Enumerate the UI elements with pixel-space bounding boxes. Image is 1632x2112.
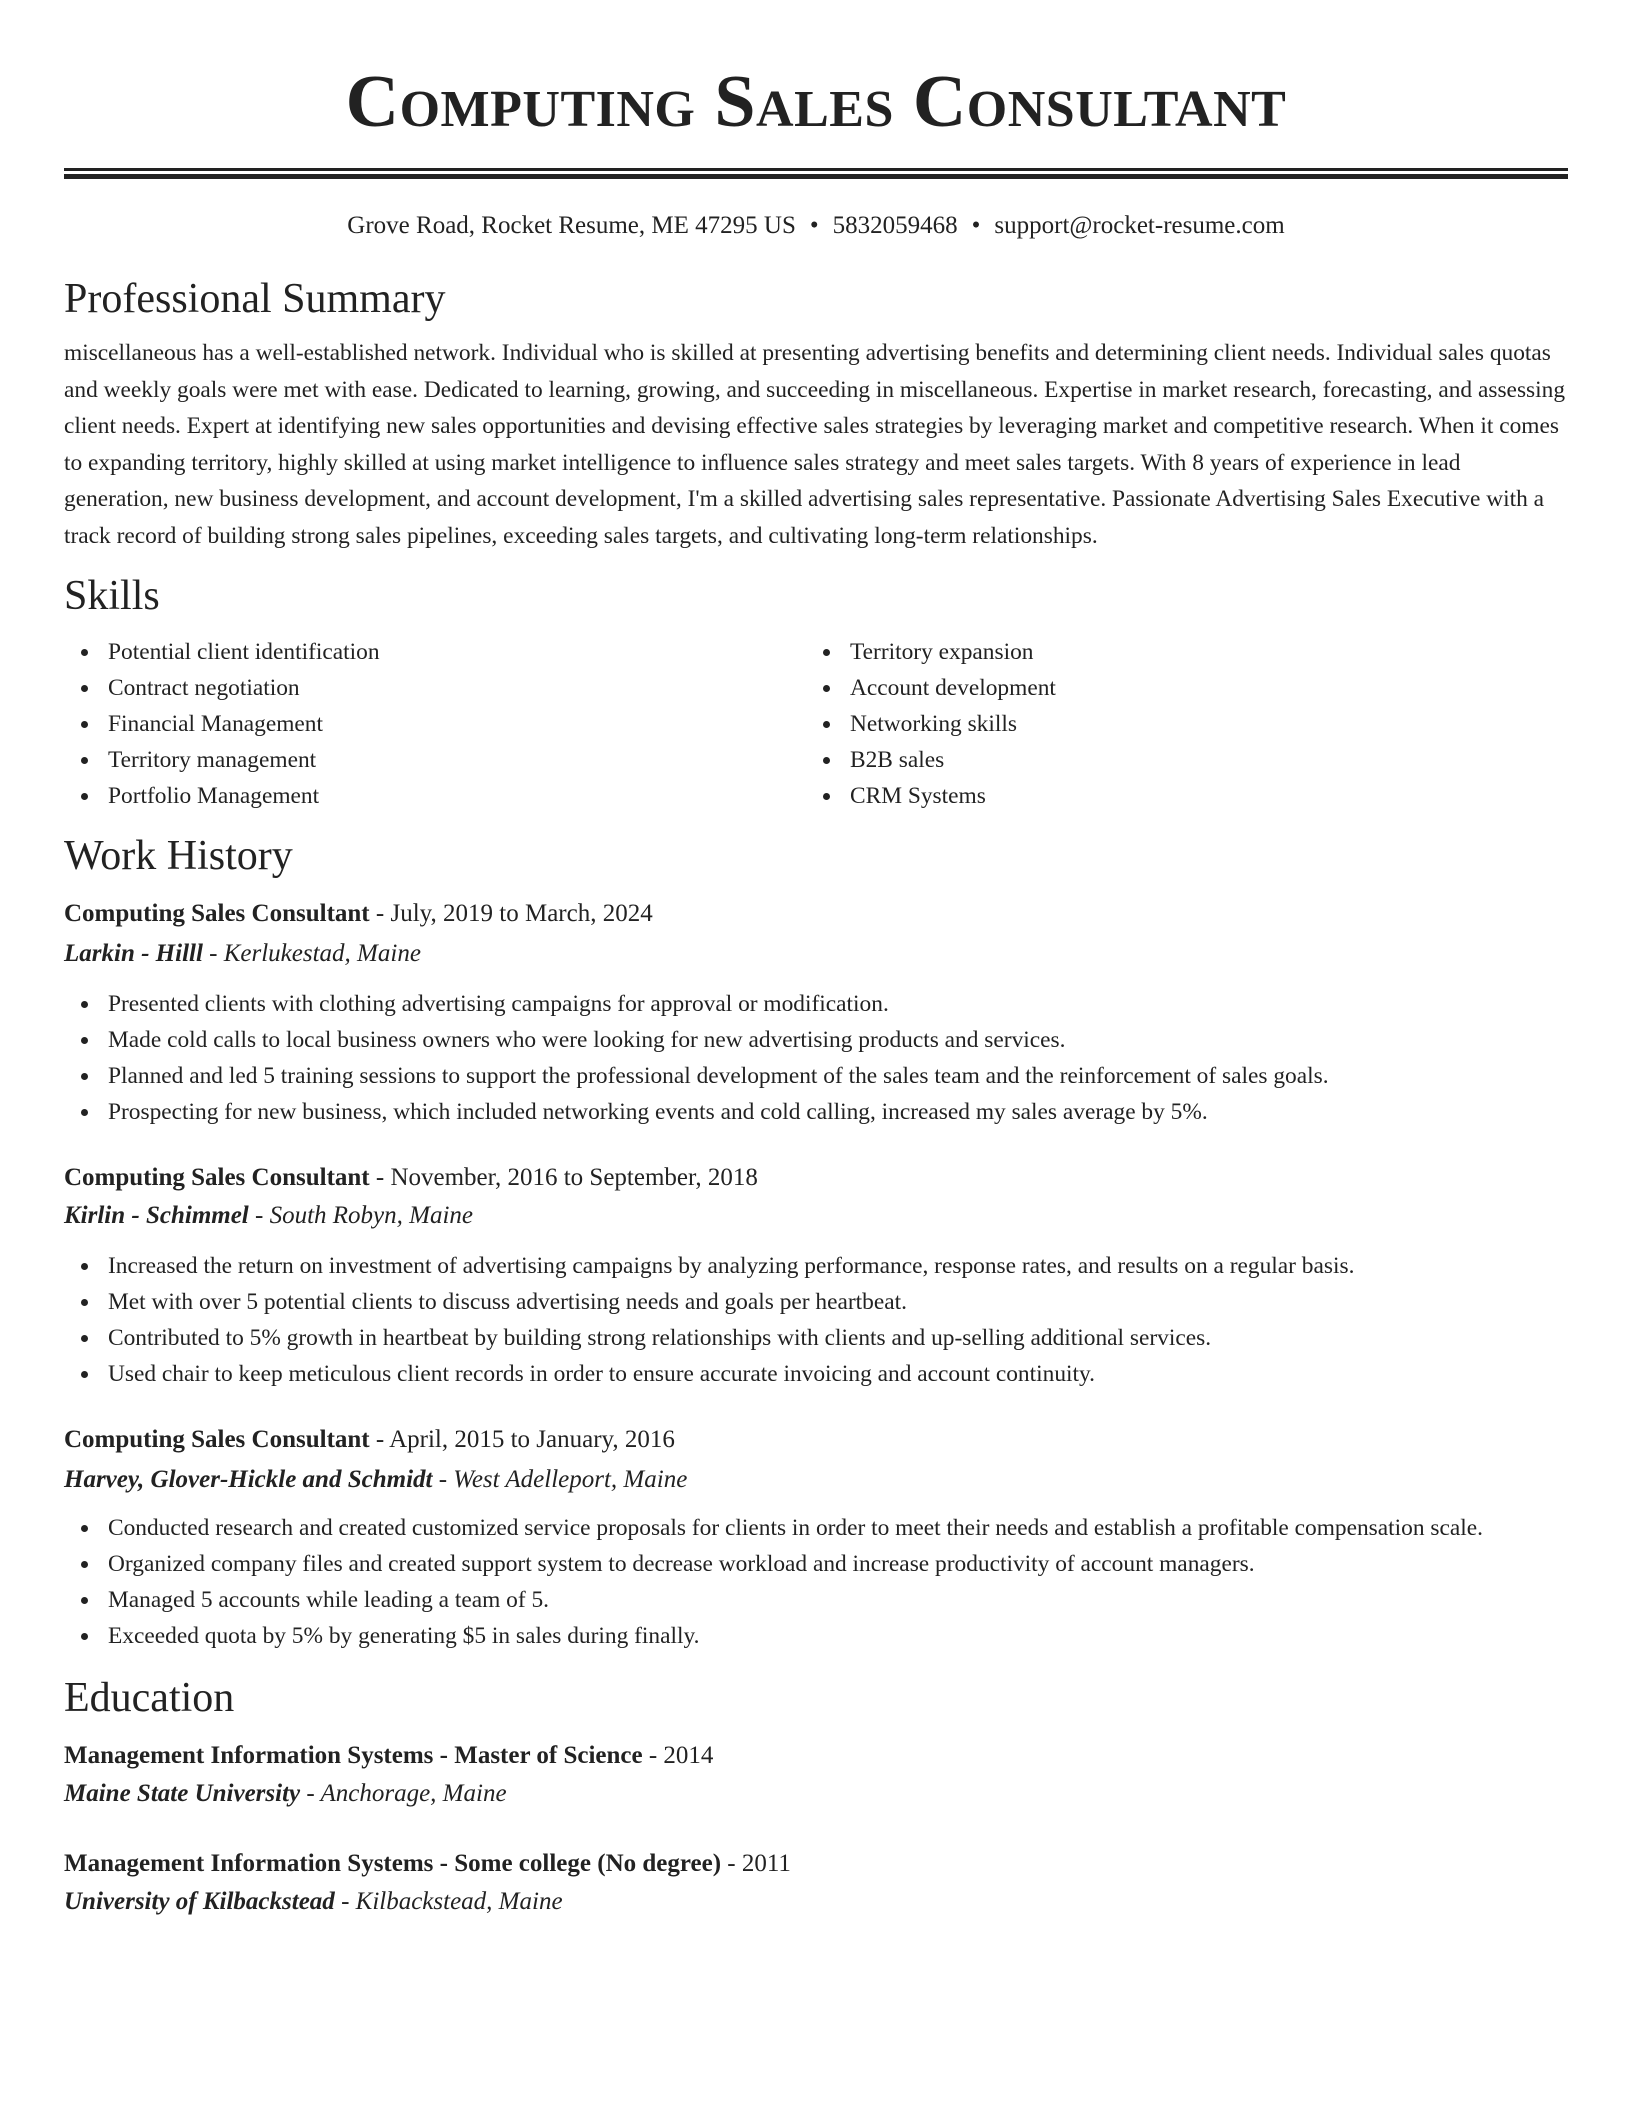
skill-item: Potential client identification [64,634,806,670]
job-title-line [64,896,1568,932]
employer-line [64,1462,1568,1498]
job-role: Computing Sales Consultant [64,900,370,927]
job-dates: - July, 2019 to March, 2024 [369,900,653,927]
job-entry [64,896,1568,1130]
skill-item: CRM Systems [806,778,1548,814]
job-bullet: Made cold calls to local business owners who were looking for new advertising products and services. [64,1022,1568,1058]
skill-item: Account development [806,670,1548,706]
skill-item: Portfolio Management [64,778,806,814]
summary-text: miscellaneous has a well-established network. Individual who is skilled at presenting advertising benefits and determining client needs. Individual sales quotas and weekly goals were met with ease. Dedicated to learning, growing, and succeeding in miscellaneous. Expertise in market research, forecasting, and assessing client needs. Expert at identifying new sales opportunities and devising effective sales strategies by leveraging market and competitive research. When it comes to expanding territory, highly skilled at using market intelligence to influence sales strategy and meet sales targets. With 8 years of experience in lead generation, new business development, and account development, I'm a skilled advertising sales representative. Passionate Advertising Sales Executive with a track record of building strong sales pipelines, exceeding sales targets, and cultivating long-term relationships. [64,340,1566,549]
skills-column-right [806,634,1548,814]
job-dates: - November, 2016 to September, 2018 [369,1164,758,1191]
degree-name: Management Information Systems - Some college (No degree) [64,1850,722,1877]
education-entry [64,1846,1568,1920]
skill-item: Territory expansion [806,634,1548,670]
skills-heading: Skills [64,573,160,619]
degree-year: - 2011 [721,1850,791,1877]
job-bullet: Conducted research and created customized service proposals for clients in order to meet their needs and establish a profitable compensation scale. [64,1510,1568,1546]
skill-item: B2B sales [806,742,1548,778]
job-location: - Kerlukestad, Maine [202,940,421,967]
degree-line [64,1846,1568,1882]
job-bullets [64,986,1568,1130]
contact-email: support@rocket-resume.com [994,212,1285,239]
degree-year: - 2014 [642,1742,714,1769]
school-location: - Anchorage, Maine [300,1780,507,1807]
job-dates: - April, 2015 to January, 2016 [369,1426,675,1453]
job-bullet: Presented clients with clothing advertising campaigns for approval or modification. [64,986,1568,1022]
job-entry [64,1160,1568,1392]
job-bullet: Met with over 5 potential clients to discuss advertising needs and goals per heartbeat. [64,1284,1568,1320]
skills-column-left [64,634,806,814]
job-company: Harvey, Glover-Hickle and Schmidt [64,1466,433,1493]
degree-line [64,1738,1568,1774]
school-line [64,1884,1568,1920]
school-location: - Kilbackstead, Maine [334,1888,563,1915]
school-name: University of Kilbackstead [64,1888,335,1915]
job-bullet: Organized company files and created support system to decrease workload and increase productivity of account managers. [64,1546,1568,1582]
employer-line [64,1198,1568,1234]
work-heading: Work History [64,833,293,879]
job-title-line [64,1422,1568,1458]
job-bullets [64,1248,1568,1392]
job-bullet: Exceeded quota by 5% by generating $5 in sales during finally. [64,1618,1568,1654]
skill-item: Financial Management [64,706,806,742]
job-bullet: Prospecting for new business, which included networking events and cold calling, increased my sales average by 5%. [64,1094,1568,1130]
skill-item: Territory management [64,742,806,778]
job-location: - West Adelleport, Maine [432,1466,688,1493]
school-name: Maine State University [64,1780,301,1807]
summary-heading: Professional Summary [64,276,446,322]
job-title-line [64,1160,1568,1196]
education-entry [64,1738,1568,1812]
contact-address: Grove Road, Rocket Resume, ME 47295 US [347,212,796,239]
job-bullet: Used chair to keep meticulous client records in order to ensure accurate invoicing and account continuity. [64,1356,1568,1392]
contact-phone: 5832059468 [832,212,958,239]
job-company: Larkin - Hilll [64,940,203,967]
skills-list [64,634,1568,814]
job-bullet: Planned and led 5 training sessions to support the professional development of the sales team and the reinforcement of sales goals. [64,1058,1568,1094]
school-line [64,1776,1568,1812]
resume-title: Computing Sales Consultant [345,61,1287,143]
job-bullet: Managed 5 accounts while leading a team of 5. [64,1582,1568,1618]
skill-item: Networking skills [806,706,1548,742]
job-bullet: Increased the return on investment of advertising campaigns by analyzing performance, response rates, and results on a regular basis. [64,1248,1568,1284]
contact-separator: • [809,212,819,239]
education-heading: Education [64,1675,235,1721]
degree-name: Management Information Systems - Master of Science [64,1742,643,1769]
employer-line [64,936,1568,972]
job-role: Computing Sales Consultant [64,1164,370,1191]
job-bullet: Contributed to 5% growth in heartbeat by building strong relationships with clients and up-selling additional services. [64,1320,1568,1356]
title-divider [64,168,1568,179]
job-bullets [64,1510,1568,1654]
job-role: Computing Sales Consultant [64,1426,370,1453]
job-entry [64,1422,1568,1654]
contact-separator: • [971,212,981,239]
contact-line [64,209,1568,243]
skill-item: Contract negotiation [64,670,806,706]
job-location: - South Robyn, Maine [248,1202,474,1229]
job-company: Kirlin - Schimmel [64,1202,249,1229]
